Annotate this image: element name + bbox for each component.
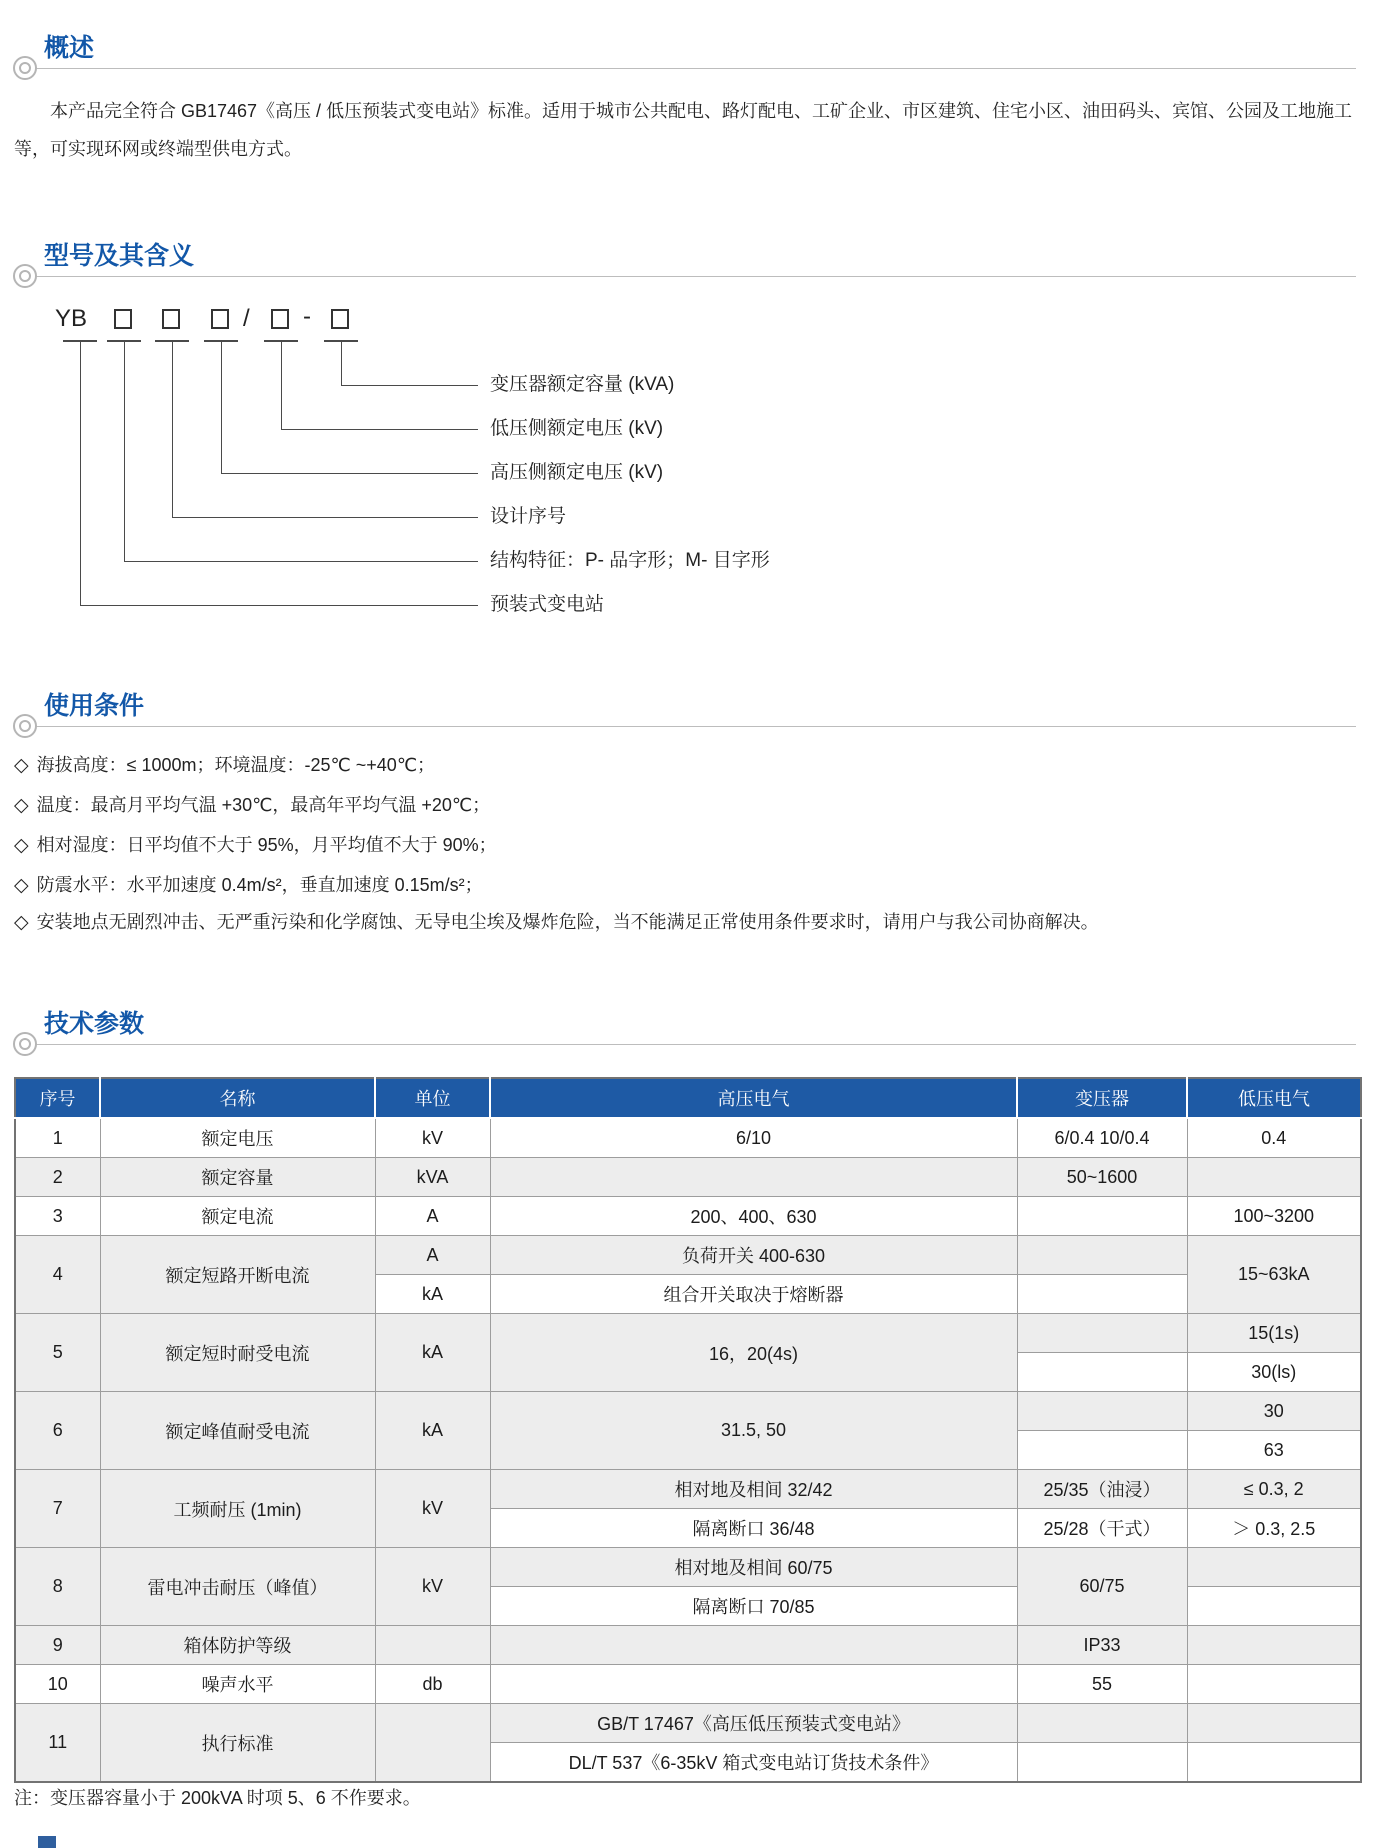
table-cell	[490, 1665, 1017, 1704]
column-header: 高压电气	[490, 1078, 1017, 1118]
table-cell: ≤ 0.3, 2	[1187, 1470, 1361, 1509]
ring-icon	[13, 1032, 37, 1056]
model-box	[211, 309, 229, 329]
table-cell: IP33	[1017, 1626, 1187, 1665]
table-cell	[1187, 1158, 1361, 1197]
condition-text: 海拔高度：≤ 1000m；环境温度：-25℃ ~+40℃；	[36, 755, 436, 775]
section-header-model	[0, 236, 1373, 288]
table-cell	[490, 1158, 1017, 1197]
table-cell: 50~1600	[1017, 1158, 1187, 1197]
table-row	[15, 1314, 1361, 1353]
table-cell: kA	[375, 1392, 490, 1470]
column-header: 单位	[375, 1078, 490, 1118]
column-header: 低压电气	[1187, 1078, 1361, 1118]
section-title-model: 型号及其含义	[44, 242, 195, 270]
table-cell	[1187, 1743, 1361, 1783]
section-title-tech: 技术参数	[44, 1010, 145, 1038]
table-cell: 组合开关取决于熔断器	[490, 1275, 1017, 1314]
table-cell	[1187, 1665, 1361, 1704]
table-cell: A	[375, 1197, 490, 1236]
table-cell: 额定容量	[100, 1158, 375, 1197]
section-divider	[26, 276, 1356, 277]
table-cell	[1017, 1431, 1187, 1470]
table-cell: 负荷开关 400-630	[490, 1236, 1017, 1275]
condition-item	[14, 792, 1364, 819]
table-cell: 25/28（干式）	[1017, 1509, 1187, 1548]
table-cell	[1187, 1626, 1361, 1665]
section-divider	[26, 1044, 1356, 1045]
diamond-icon: ◇	[14, 835, 29, 856]
table-cell: 6/10	[490, 1118, 1017, 1158]
model-box	[114, 309, 132, 329]
table-cell: 相对地及相间 32/42	[490, 1470, 1017, 1509]
table-cell: 噪声水平	[100, 1665, 375, 1704]
table-cell: 11	[15, 1704, 100, 1783]
ring-icon	[13, 714, 37, 738]
table-cell	[1017, 1314, 1187, 1353]
model-slash: /	[243, 305, 250, 332]
table-cell: 60/75	[1017, 1548, 1187, 1626]
table-cell	[1017, 1743, 1187, 1783]
table-row	[15, 1626, 1361, 1665]
table-cell	[1017, 1392, 1187, 1431]
table-row	[15, 1236, 1361, 1275]
table-cell: 15(1s)	[1187, 1314, 1361, 1353]
model-label: 设计序号	[490, 506, 567, 527]
ring-icon	[13, 264, 37, 288]
tech-parameters-table	[14, 1077, 1362, 1783]
connector-line	[281, 341, 282, 429]
table-row	[15, 1158, 1361, 1197]
diamond-icon: ◇	[14, 912, 29, 933]
column-header: 变压器	[1017, 1078, 1187, 1118]
table-cell	[1187, 1704, 1361, 1743]
connector-line	[221, 341, 222, 473]
section-header-overview	[0, 28, 1373, 80]
table-cell	[490, 1626, 1017, 1665]
condition-text: 相对湿度：日平均值不大于 95%，月平均值不大于 90%；	[36, 835, 497, 855]
table-cell	[1017, 1197, 1187, 1236]
model-prefix: YB	[55, 305, 88, 332]
table-cell: 雷电冲击耐压（峰值）	[100, 1548, 375, 1626]
table-cell: 200、400、630	[490, 1197, 1017, 1236]
table-header-row	[15, 1078, 1361, 1118]
table-row	[15, 1704, 1361, 1743]
ring-icon	[13, 56, 37, 80]
table-cell: 15~63kA	[1187, 1236, 1361, 1314]
model-label: 变压器额定容量 (kVA)	[490, 374, 675, 395]
table-cell: DL/T 537《6-35kV 箱式变电站订货技术条件》	[490, 1743, 1017, 1783]
table-row	[15, 1548, 1361, 1587]
table-cell: 额定峰值耐受电流	[100, 1392, 375, 1470]
table-cell	[1017, 1353, 1187, 1392]
connector-line	[281, 429, 478, 430]
table-cell: 6/0.4 10/0.4	[1017, 1118, 1187, 1158]
table-cell: 2	[15, 1158, 100, 1197]
table-row	[15, 1392, 1361, 1431]
table-cell: 1	[15, 1118, 100, 1158]
condition-item	[14, 832, 1364, 859]
connector-line	[80, 341, 81, 605]
table-cell: kV	[375, 1118, 490, 1158]
table-row	[15, 1470, 1361, 1509]
section-header-conditions	[0, 686, 1373, 738]
section-divider	[26, 726, 1356, 727]
diamond-icon: ◇	[14, 875, 29, 896]
table-row	[15, 1197, 1361, 1236]
table-cell: 箱体防护等级	[100, 1626, 375, 1665]
diamond-icon: ◇	[14, 795, 29, 816]
column-header: 名称	[100, 1078, 375, 1118]
connector-line	[80, 605, 478, 606]
condition-text: 防震水平：水平加速度 0.4m/s²，垂直加速度 0.15m/s²；	[36, 875, 483, 895]
table-cell	[375, 1626, 490, 1665]
overview-paragraph: 本产品完全符合 GB17467《高压 / 低压预装式变电站》标准。适用于城市公共配电、路灯配电、工矿企业、市区建筑、住宅小区、油田码头、宾馆、公园及工地施工等，可实现环网或终端型供电方式。	[14, 101, 1353, 159]
connector-line	[221, 473, 478, 474]
table-cell	[375, 1704, 490, 1783]
connector-line	[172, 517, 478, 518]
table-cell: db	[375, 1665, 490, 1704]
table-cell: 8	[15, 1548, 100, 1626]
table-cell: A	[375, 1236, 490, 1275]
table-cell	[1017, 1275, 1187, 1314]
section-title-conditions: 使用条件	[44, 692, 145, 720]
model-label: 高压侧额定电压 (kV)	[490, 462, 664, 483]
table-cell: 25/35（油浸）	[1017, 1470, 1187, 1509]
table-row	[15, 1118, 1361, 1158]
model-dash: -	[303, 303, 311, 330]
table-cell: 隔离断口 70/85	[490, 1587, 1017, 1626]
table-cell: 执行标准	[100, 1704, 375, 1783]
condition-text: 安装地点无剧烈冲击、无严重污染和化学腐蚀、无导电尘埃及爆炸危险，当不能满足正常使用条件要求时，请用户与我公司协商解决。	[36, 912, 1099, 932]
model-box	[271, 309, 289, 329]
table-cell: 隔离断口 36/48	[490, 1509, 1017, 1548]
table-cell: kV	[375, 1470, 490, 1548]
connector-line	[124, 341, 125, 561]
table-cell: 10	[15, 1665, 100, 1704]
table-cell: 7	[15, 1470, 100, 1548]
table-cell: 相对地及相间 60/75	[490, 1548, 1017, 1587]
table-cell: 6	[15, 1392, 100, 1470]
condition-item	[14, 752, 1364, 779]
section-divider	[26, 68, 1356, 69]
table-cell: GB/T 17467《高压低压预装式变电站》	[490, 1704, 1017, 1743]
table-cell: 16，20(4s)	[490, 1314, 1017, 1392]
model-label: 低压侧额定电压 (kV)	[490, 418, 664, 439]
table-cell: 55	[1017, 1665, 1187, 1704]
connector-line	[172, 341, 173, 517]
table-cell	[1187, 1548, 1361, 1587]
model-box	[331, 309, 349, 329]
condition-text: 温度：最高月平均气温 +30℃，最高年平均气温 +20℃；	[36, 795, 491, 815]
connector-line	[341, 385, 478, 386]
table-cell: kVA	[375, 1158, 490, 1197]
table-cell: 3	[15, 1197, 100, 1236]
table-row	[15, 1665, 1361, 1704]
table-cell: 额定短时耐受电流	[100, 1314, 375, 1392]
table-cell: kA	[375, 1275, 490, 1314]
table-cell: 0.4	[1187, 1118, 1361, 1158]
connector-line	[124, 561, 478, 562]
model-label: 预装式变电站	[490, 594, 605, 615]
table-cell: 额定短路开断电流	[100, 1236, 375, 1314]
diamond-icon: ◇	[14, 755, 29, 776]
model-label: 结构特征：P- 品字形；M- 目字形	[490, 550, 770, 571]
table-cell: 4	[15, 1236, 100, 1314]
table-cell: kA	[375, 1314, 490, 1392]
model-designation-diagram	[0, 303, 1373, 636]
section-header-tech	[0, 1004, 1373, 1056]
table-cell: ＞ 0.3, 2.5	[1187, 1509, 1361, 1548]
table-cell: 100~3200	[1187, 1197, 1361, 1236]
condition-item	[14, 872, 1364, 899]
table-cell: kV	[375, 1548, 490, 1626]
table-cell	[1187, 1587, 1361, 1626]
table-cell: 额定电流	[100, 1197, 375, 1236]
table-cell: 额定电压	[100, 1118, 375, 1158]
table-cell: 5	[15, 1314, 100, 1392]
table-cell	[1017, 1236, 1187, 1275]
table-cell: 63	[1187, 1431, 1361, 1470]
table-note: 注：变压器容量小于 200kVA 时项 5、6 不作要求。	[14, 1788, 421, 1808]
table-cell	[1017, 1704, 1187, 1743]
model-box	[162, 309, 180, 329]
table-cell: 9	[15, 1626, 100, 1665]
table-cell: 30(ls)	[1187, 1353, 1361, 1392]
table-cell: 工频耐压 (1min)	[100, 1470, 375, 1548]
section-title-overview: 概述	[44, 34, 95, 62]
table-cell: 30	[1187, 1392, 1361, 1431]
condition-item	[14, 909, 1364, 936]
table-cell: 31.5, 50	[490, 1392, 1017, 1470]
page-corner-mark	[38, 1836, 56, 1848]
column-header: 序号	[15, 1078, 100, 1118]
connector-line	[341, 341, 342, 385]
